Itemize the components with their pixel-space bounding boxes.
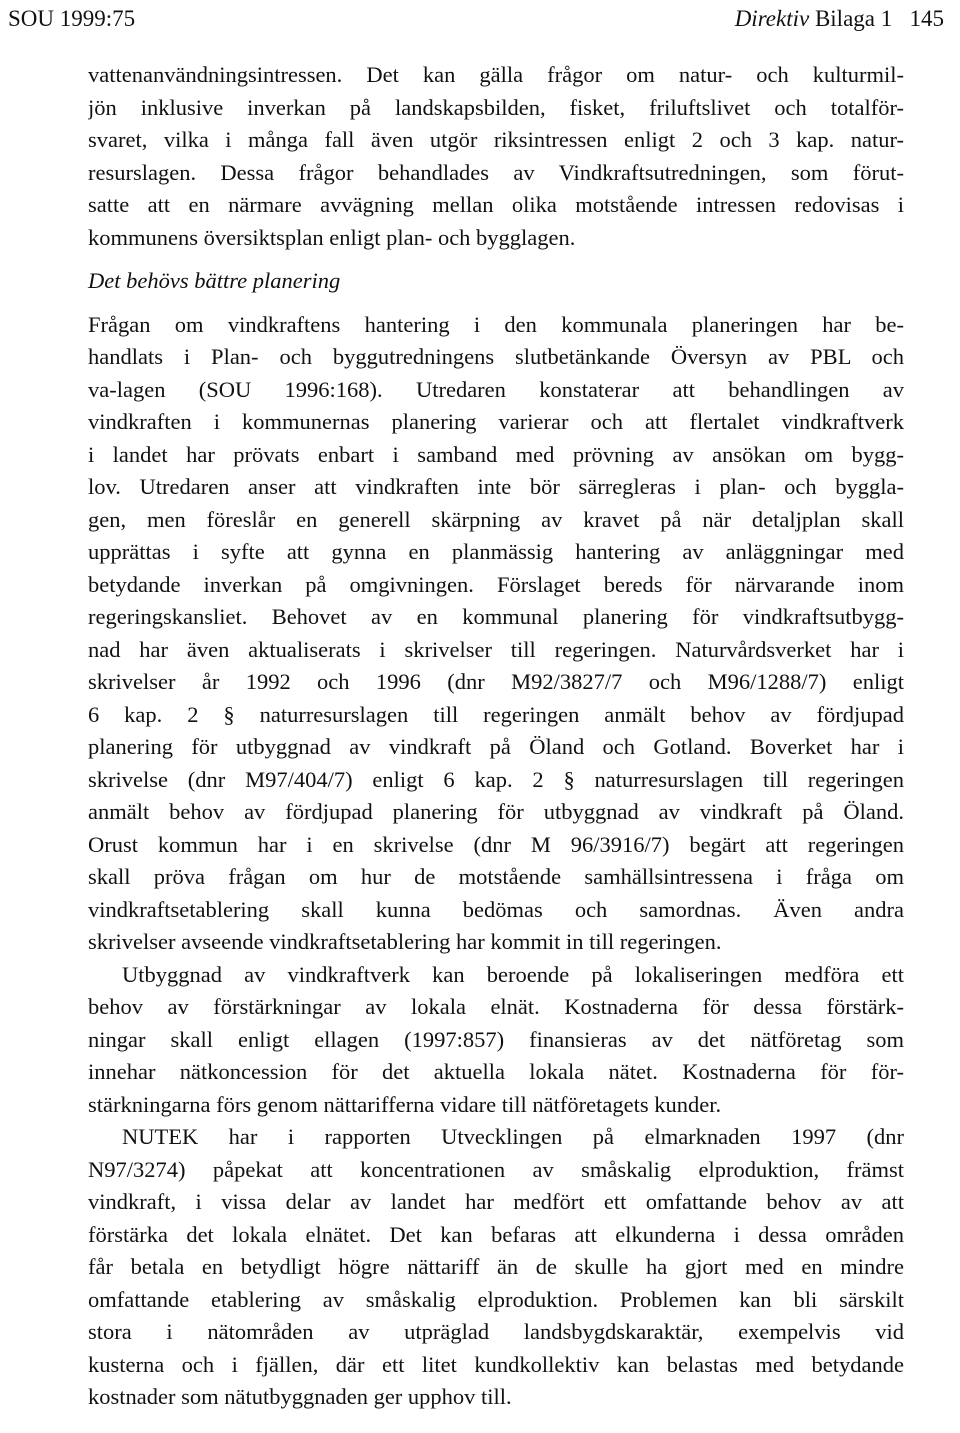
text-line: svaret, vilka i många fall även utgör riksintressen enligt 2 och 3 kap. natur- — [88, 127, 904, 152]
text-line: ningar skall enligt ellagen (1997:857) finansieras av det nätföretag som — [88, 1026, 904, 1052]
text-line: resurslagen. Dessa frågor behandlades av Vindkraftsutredningen, som förut- — [88, 159, 904, 185]
section-name: Direktiv — [734, 6, 810, 31]
header-right — [735, 2, 944, 36]
text-line: vattenanvändningsintressen. Det kan gälla frågor om natur- och kulturmil- — [88, 62, 904, 87]
text-line: Frågan om vindkraftens hantering i den kommunala planeringen har be- — [88, 311, 904, 337]
text-line: NUTEK har i rapporten Utvecklingen på elmarknaden 1997 (dnr — [122, 1124, 904, 1149]
text-line: vindkraftsetablering skall kunna bedömas och samordnas. Även andra — [88, 896, 904, 922]
text-line: vindkraften i kommunernas planering varierar och att flertalet vindkraftverk — [88, 409, 904, 434]
text-line: kommunens översiktsplan enligt plan- och bygglagen. — [88, 224, 576, 250]
text-line: kusterna och i fjällen, där ett litet kundkollektiv kan belastas med betydande — [88, 1351, 904, 1377]
text-line: kostnader som nätutbyggnaden ger upphov till. — [88, 1384, 512, 1409]
text-line: Utbyggnad av vindkraftverk kan beroende på lokaliseringen medföra ett — [122, 961, 904, 987]
text-line: stora i nätområden av utpräglad landsbygdskaraktär, exempelvis vid — [88, 1319, 904, 1344]
text-line: gen, men föreslår en generell skärpning av kravet på när detaljplan skall — [88, 506, 904, 532]
section-heading: Det behövs bättre planering — [88, 268, 341, 293]
text-line: anmält behov av fördjupad planering för utbyggnad av vindkraft på Öland. — [88, 799, 904, 824]
text-line: får betala en betydligt högre nättariff än de skulle ha gjort med en mindre — [88, 1254, 904, 1279]
text-line: 6 kap. 2 § naturresurslagen till regeringen anmält behov av fördjupad — [88, 701, 904, 727]
text-line: planering för utbyggnad av vindkraft på Öland och Gotland. Boverket har i — [88, 734, 904, 759]
text-line: förstärka det lokala elnätet. Det kan befaras att elkunderna i dessa områden — [88, 1221, 904, 1247]
grid-reinforcement-paragraph — [88, 959, 904, 1122]
text-line: betydande inverkan på omgivningen. Förslaget bereds för närvarande inom — [88, 571, 904, 597]
text-line: i landet har prövats enbart i samband med prövning av ansökan om bygg- — [88, 441, 904, 467]
text-line: N97/3274) påpekat att koncentrationen av småskalig elproduktion, främst — [88, 1156, 904, 1182]
text-line: va-lagen (SOU 1996:168). Utredaren konstaterar att behandlingen av — [88, 376, 904, 402]
text-line: innehar nätkoncession för det aktuella lokala nätet. Kostnaderna för för- — [88, 1059, 904, 1084]
nutek-paragraph — [88, 1121, 904, 1414]
text-line: behov av förstärkningar av lokala elnät. Kostnaderna för dessa förstärk- — [88, 994, 904, 1019]
text-line: skrivelser år 1992 och 1996 (dnr M92/3827/7 och M96/1288/7) enligt — [88, 669, 904, 694]
text-line: skrivelser avseende vindkraftsetablering har kommit in till regeringen. — [88, 929, 722, 954]
planning-paragraph — [88, 309, 904, 959]
text-line: stärkningarna förs genom nättarifferna vidare till nätföretagets kunder. — [88, 1091, 722, 1117]
text-line: handlats i Plan- och byggutredningens slutbetänkande Översyn av PBL och — [88, 344, 904, 369]
body-text — [88, 59, 904, 1414]
text-line: skrivelse (dnr M97/404/7) enligt 6 kap. 2 § naturresurslagen till regeringen — [88, 766, 904, 792]
text-line: skall pröva frågan om hur de motstående samhällsintressena i fråga om — [88, 864, 904, 889]
text-line: nad har även aktualiserats i skrivelser till regeringen. Naturvårdsverket har i — [88, 636, 904, 662]
text-line: upprättas i syfte att gynna en planmässig hantering av anläggningar med — [88, 539, 904, 564]
text-line: regeringskansliet. Behovet av en kommunal planering för vindkraftsutbygg- — [88, 604, 904, 629]
text-line: Orust kommun har i en skrivelse (dnr M 96/3916/7) begärt att regeringen — [88, 831, 904, 857]
text-line: lov. Utredaren anser att vindkraften inte bör särregleras i plan- och byggla- — [88, 474, 904, 499]
running-header — [8, 2, 944, 36]
appendix-page-number: Bilaga 1 145 — [809, 6, 944, 31]
text-line: satte att en närmare avvägning mellan olika motstående intressen redovisas i — [88, 192, 904, 217]
text-line: jön inklusive inverkan på landskapsbilden, fisket, friluftslivet och totalför- — [88, 94, 904, 120]
report-reference: SOU 1999:75 — [8, 6, 136, 31]
text-line: vindkraft, i vissa delar av landet har medfört ett omfattande behov av att — [88, 1189, 904, 1214]
text-line: omfattande etablering av småskalig elproduktion. Problemen kan bli särskilt — [88, 1286, 904, 1312]
intro-paragraph — [88, 59, 904, 254]
